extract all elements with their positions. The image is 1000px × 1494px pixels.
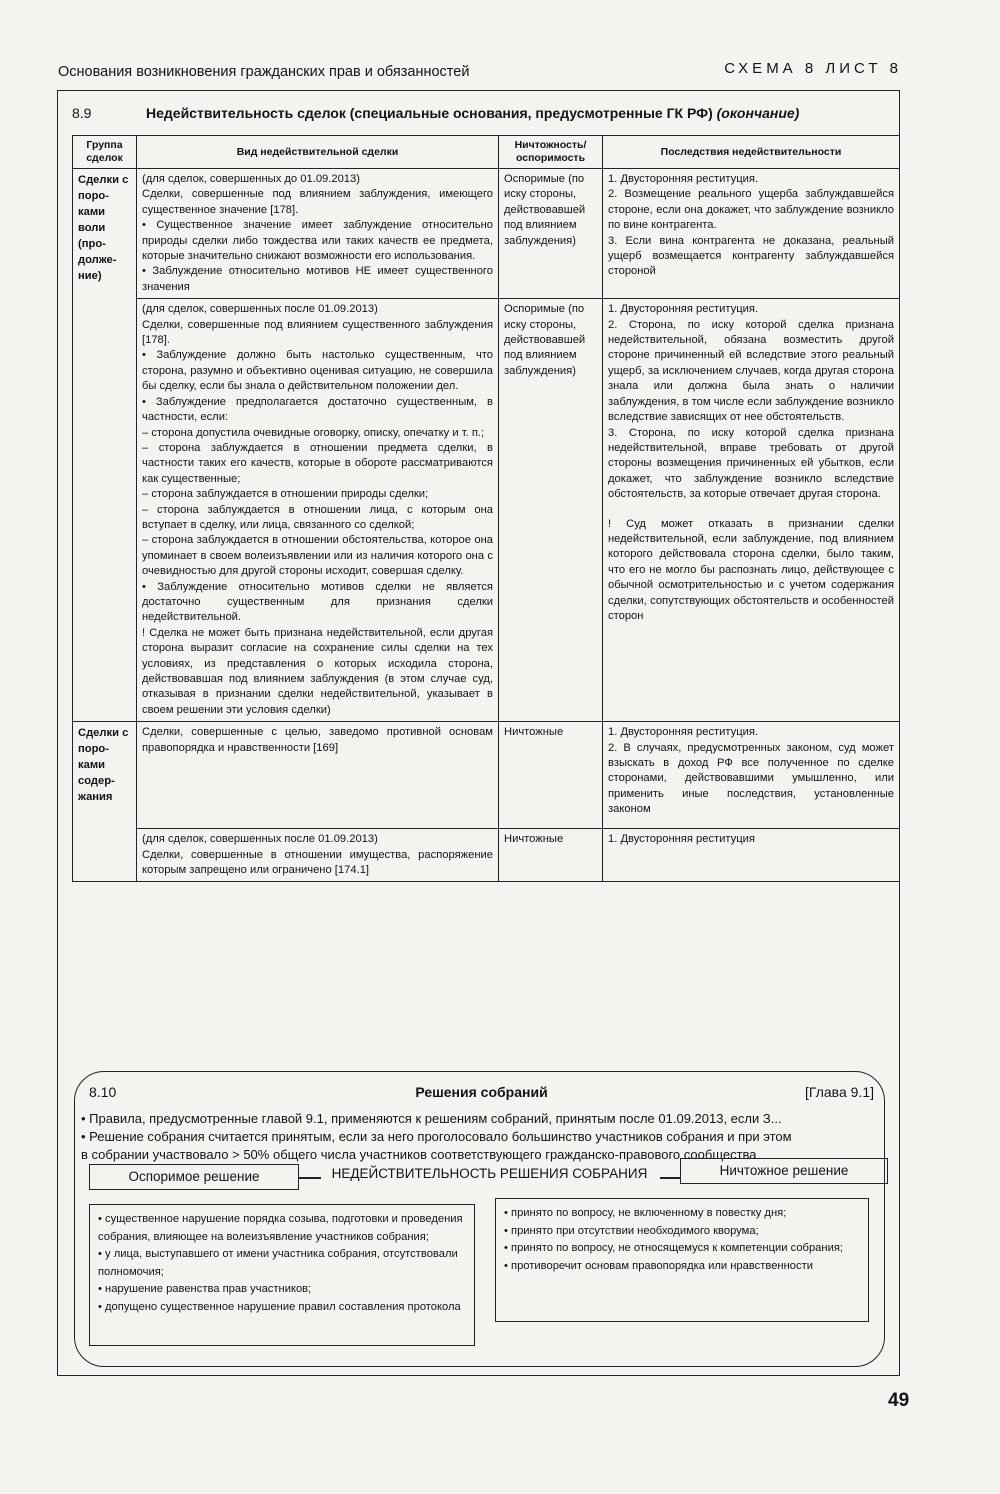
list-item: • принято при отсутствии необходимого кворума; (504, 1224, 759, 1237)
list-item: • принято по вопросу, не включенному в повестку дня; (504, 1207, 787, 1219)
cell-line: 1. Двусторонняя реституция. (608, 303, 759, 316)
invalidity-label (299, 1166, 680, 1181)
table-header-row (73, 136, 900, 169)
cell-line: 2. Сторона, по иску которой сделка признана недействительной, обязана возместить другой стороне причиненный ей вследствие этого реальный ущерб, за исключением случаев, когда другая сторона знала или должна была знать о наличии заблуждения, в том числе если заблуждение возникло вследствие зависящих от нее обстоятельств. (608, 318, 894, 424)
cell-line: 3. Если вина контрагента не доказана, реальный ущерб возмещается контрагенту заблуждавшейся стороной (608, 234, 894, 278)
col-header: Группа сделок (73, 136, 137, 169)
section-number: 8.9 (72, 105, 92, 121)
chapter-reference: [Глава 9.1] (805, 1084, 874, 1100)
table-row (73, 169, 900, 299)
section-title: Решения собраний (415, 1084, 548, 1100)
void-decision-label: Ничтожное решение (680, 1158, 888, 1184)
list-item: • допущено существенное нарушение правил составления протокола (98, 1300, 461, 1313)
status-cell: Ничтожные (499, 829, 603, 882)
table-row (73, 829, 900, 882)
kind-cell (137, 829, 499, 882)
cell-line: 1. Двусторонняя реституция. (608, 173, 759, 185)
invalidity-table (72, 135, 900, 882)
cell-line: – сторона заблуждается в отношении обстоятельства, которое она упоминает в своем волеизъявлении или из наличия которого она с очевидностью для другой стороны исходит, совершая сделку. (142, 534, 493, 578)
cell-line: ! Сделка не может быть признана недействительной, если другая сторона выразит согласие на сохранение силы сделки на тех условиях, из представления о которых исходила сторона, действовавшая под влиянием заблуждения (в этом случае суд, отказывая в признании сделки недействительной, указывает в своем решении эти условия сделки) (142, 626, 493, 716)
list-item: • у лица, выступавшего от имени участника собрания, отсутствовали полномочия; (98, 1248, 458, 1278)
status-cell: Оспоримые (по иску стороны, действовавшей под влиянием заблуждения) (499, 169, 603, 299)
cell-line: Сделки, совершенные под влиянием существенного заблуждения [178]. (142, 318, 493, 347)
invalidity-label-text: НЕДЕЙСТВИТЕЛЬНОСТЬ РЕШЕНИЯ СОБРАНИЯ (328, 1166, 652, 1181)
col-header: Ничтожность/ оспоримость (499, 136, 603, 169)
bullet-line: • Правила, предусмотренные главой 9.1, применяются к решениям собраний, принятым после 01.09.2013, если З... (81, 1111, 782, 1126)
status-cell: Ничтожные (499, 722, 603, 829)
running-header: Основания возникновения гражданских прав и обязанностей (58, 64, 470, 80)
group-cell: Сделки с поро- ками содер- жания (73, 722, 137, 882)
cell-line: Сделки, совершенные под влиянием заблуждения, имеющего существенное значение [178]. (142, 188, 493, 216)
voidable-decision-label: Оспоримое решение (89, 1164, 299, 1190)
cell-line: 2. Возмещение реального ущерба заблуждавшейся стороне, если она докажет, что заблуждение возникло по вине контрагента. (608, 188, 894, 232)
section-subtitle: (окончание) (716, 105, 800, 121)
list-item: • противоречит основам правопорядка или нравственности (504, 1259, 813, 1272)
kind-cell (137, 169, 499, 299)
list-item: • существенное нарушение порядка созыва, подготовки и проведения собрания, влияющее на волеизъявление участников собрания; (98, 1213, 463, 1243)
cell-line: ! Суд может отказать в признании сделки недействительной, если заблуждение, под влиянием которого действовала сторона сделки, было таким, что его не могло бы распознать лицо, действующее с обычной осмотрительностью и с учетом содержания сделки, сопутствующих обстоятельств и особенностей сторон (608, 517, 894, 622)
col-header: Последствия недействительности (603, 136, 900, 169)
cell-line: (для сделок, совершенных до 01.09.2013) (142, 173, 360, 185)
cell-line: 1. Двусторонняя реституция. (608, 726, 759, 739)
section-8-9-heading (72, 105, 799, 121)
cell-line: 2. В случаях, предусмотренных законом, суд может взыскать в доход РФ все полученное по сделке сторонами, действовавшими умышленно, или применить иные последствия, установленные законом (608, 741, 894, 816)
cell-line: (для сделок, совершенных после 01.09.2013) (142, 833, 378, 846)
table-row (73, 299, 900, 722)
cell-line: Сделки, совершенные в отношении имущества, распоряжение которым запрещено или ограничено [174.1] (142, 848, 493, 877)
consequence-cell (603, 299, 900, 722)
consequence-cell (603, 169, 900, 299)
cell-line: – сторона заблуждается в отношении предмета сделки, в частности таких его качеств, которые в обороте рассматриваются как существенные; (142, 441, 493, 485)
table-row (73, 722, 900, 829)
cell-line: – сторона допустила очевидные оговорку, описку, опечатку и т. п.; (142, 426, 485, 439)
cell-line: • Заблуждение предполагается достаточно существенным, в частности, если: (142, 395, 493, 424)
connector-line (660, 1177, 680, 1179)
cell-line: • Заблуждение должно быть настолько существенным, что сторона, разумно и объективно оценивая ситуацию, не совершила бы сделку, если бы знала о действительном положении дел. (142, 349, 493, 393)
status-cell: Оспоримые (по иску стороны, действовавшей под влиянием заблуждения) (499, 299, 603, 722)
voidable-grounds-list (89, 1204, 475, 1346)
kind-cell (137, 299, 499, 722)
consequence-cell (603, 722, 900, 829)
page-frame (57, 90, 900, 1376)
section-8-10-box (74, 1071, 885, 1367)
section-number: 8.10 (89, 1084, 117, 1100)
cell-line: – сторона заблуждается в отношении лица, с которым она вступает в сделку, или лица, связанного со сделкой; (142, 503, 493, 531)
cell-line: 3. Сторона, по иску которой сделка признана недействительной, вправе требовать от другой стороны возмещения причиненных ей убытков, если докажет, что заблуждение возникло вследствие обстоятельств, за которые отвечает другая сторона. (608, 426, 894, 501)
scheme-label: СХЕМА 8 ЛИСТ 8 (724, 60, 902, 77)
group-cell: Сделки с поро- ками воли (про- долже- ние) (73, 169, 137, 722)
section-8-10-bullets (81, 1110, 881, 1164)
cell-line: • Заблуждение относительно мотивов НЕ имеет существенного значения (142, 265, 493, 293)
kind-cell: Сделки, совершенные с целью, заведомо противной основам правопорядка и нравственности [169] (137, 722, 499, 829)
cell-line: • Заблуждение относительно мотивов сделки не является достаточно существенным для признания сделки недействительной. (142, 580, 493, 624)
col-header: Вид недействительной сделки (137, 136, 499, 169)
list-item: • нарушение равенства прав участников; (98, 1283, 312, 1295)
bullet-line: в собрании участвовало > 50% общего числа участников соответствующего гражданско-правового сообщества (81, 1147, 757, 1162)
cell-line: (для сделок, совершенных после 01.09.2013) (142, 303, 378, 316)
cell-line: – сторона заблуждается в отношении природы сделки; (142, 488, 429, 501)
page-number: 49 (888, 1390, 910, 1411)
bullet-line: • Решение собрания считается принятым, если за него проголосовало большинство участников собрания и при этом (81, 1129, 792, 1144)
section-title: Недействительность сделок (специальные основания, предусмотренные ГК РФ) (146, 105, 713, 121)
list-item: • принято по вопросу, не относящемуся к компетенции собрания; (504, 1242, 843, 1254)
cell-line: • Существенное значение имеет заблуждение относительно природы сделки либо тождества или таких качеств ее предмета, которые значительно снижают возможности его использования. (142, 219, 493, 263)
void-grounds-list (495, 1198, 869, 1322)
consequence-cell: 1. Двусторонняя реституция (603, 829, 900, 882)
